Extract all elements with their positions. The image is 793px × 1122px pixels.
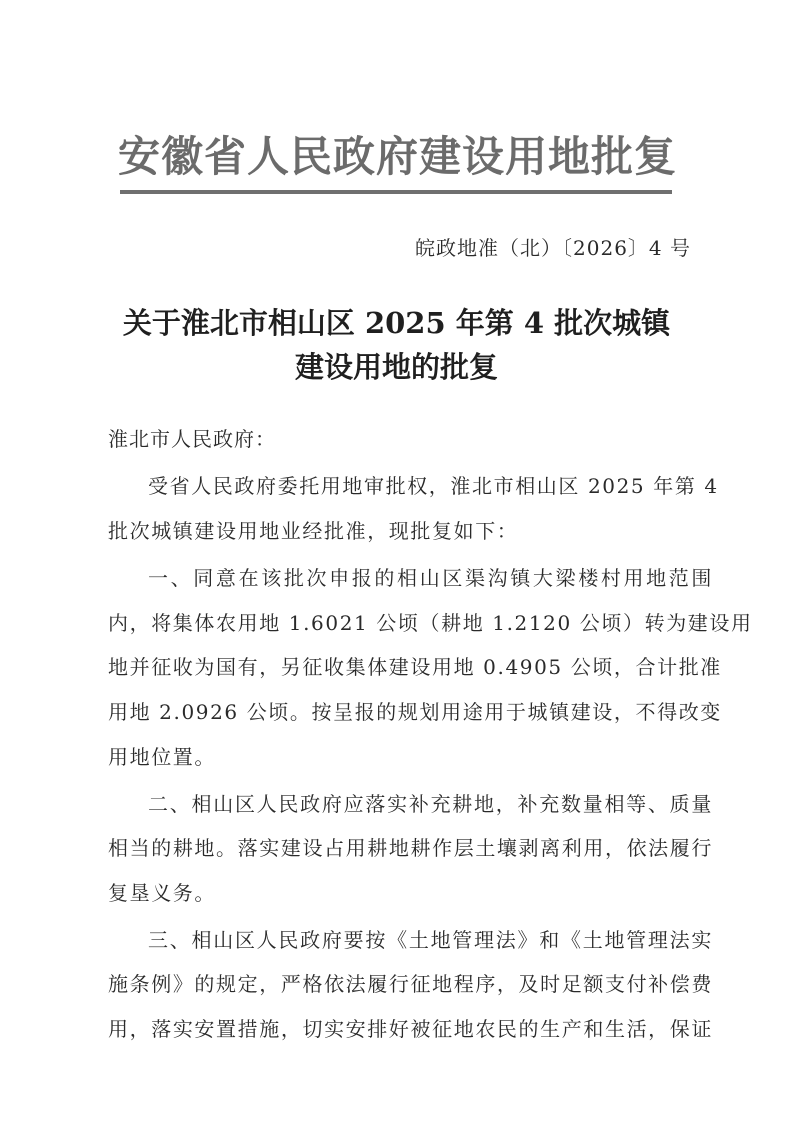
body-line: 相当的耕地。落实建设占用耕地耕作层土壤剥离利用，依法履行 [108,836,713,860]
body-line: 复垦义务。 [108,881,216,905]
document-number: 皖政地准（北）〔2026〕4 号 [415,236,691,260]
body-line: 受省人民政府委托用地审批权，淮北市相山区 2025 年第 4 [148,474,719,498]
body-line: 内，将集体农用地 1.6021 公顷（耕地 1.2120 公顷）转为建设用 [108,611,753,635]
body-line: 三、相山区人民政府要按《土地管理法》和《土地管理法实 [148,928,713,952]
body-line: 二、相山区人民政府应落实补充耕地，补充数量相等、质量 [148,792,713,816]
masthead-title: 安徽省人民政府建设用地批复 [118,132,678,181]
body-line: 用地位置。 [108,745,216,769]
document-title-line-1: 关于淮北市相山区 2025 年第 4 批次城镇 [122,306,671,340]
body-line: 批次城镇建设用地业经批准，现批复如下： [108,519,519,543]
addressee: 淮北市人民政府： [108,427,276,451]
body-line: 用地 2.0926 公顷。按呈报的规划用途用于城镇建设，不得改变 [108,700,722,724]
body-line: 用，落实安置措施，切实安排好被征地农民的生产和生活，保证 [108,1017,713,1041]
masthead-divider [120,190,672,194]
body-line: 施条例》的规定，严格依法履行征地程序，及时足额支付补偿费 [108,972,713,996]
body-line: 一、同意在该批次申报的相山区渠沟镇大梁楼村用地范围 [148,566,713,590]
body-line: 地并征收为国有，另征收集体建设用地 0.4905 公顷，合计批准 [108,655,722,679]
document-title-line-2: 建设用地的批复 [294,350,498,384]
